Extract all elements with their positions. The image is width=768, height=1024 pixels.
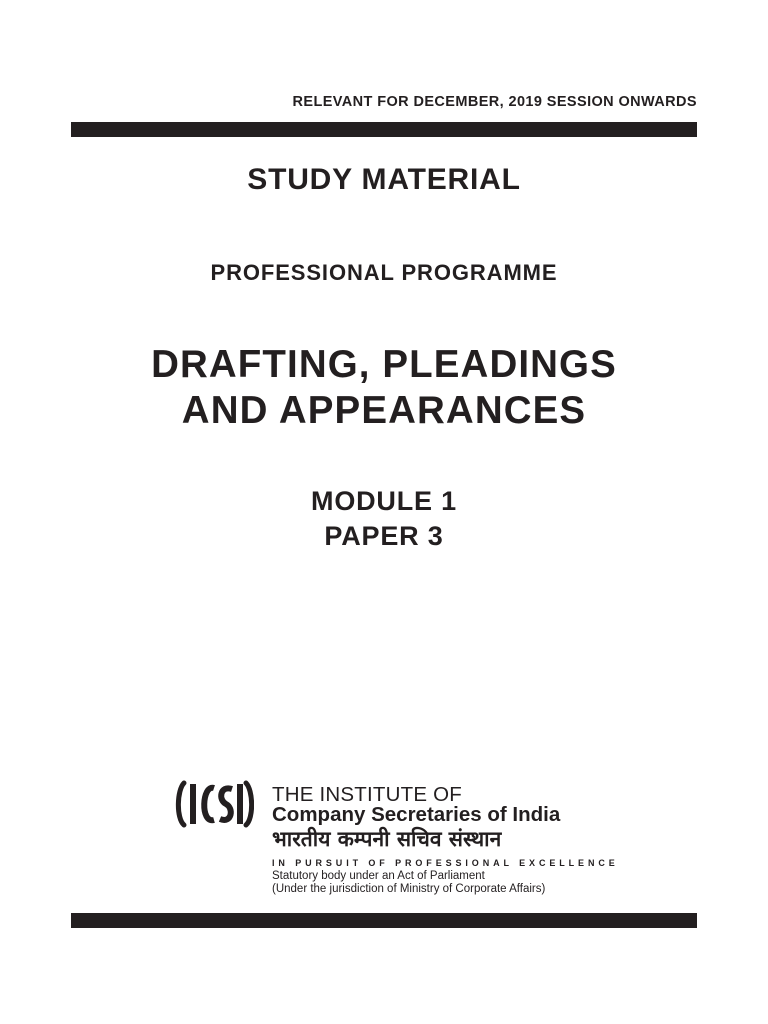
session-note: RELEVANT FOR DECEMBER, 2019 SESSION ONWARDS <box>292 94 697 110</box>
paper-number: PAPER 3 <box>324 521 444 551</box>
icsi-logo-icon <box>174 780 254 828</box>
subject-title-line-2: AND APPEARANCES <box>181 389 587 432</box>
institute-motto: IN PURSUIT OF PROFESSIONAL EXCELLENCE <box>272 858 619 868</box>
statutory-note: Statutory body under an Act of Parliament <box>272 870 485 882</box>
institute-name-line-1: THE INSTITUTE OF <box>272 783 462 806</box>
jurisdiction-note: (Under the jurisdiction of Ministry of Corporate Affairs) <box>272 883 546 895</box>
programme-heading: PROFESSIONAL PROGRAMME <box>210 260 558 285</box>
module-number: MODULE 1 <box>311 486 457 516</box>
bottom-divider-bar <box>71 913 697 928</box>
material-type-heading: STUDY MATERIAL <box>247 163 521 196</box>
top-divider-bar <box>71 122 697 137</box>
institute-name-hindi: भारतीय कम्पनी सचिव संस्थान <box>272 827 502 851</box>
subject-title-line-1: DRAFTING, PLEADINGS <box>151 343 617 386</box>
institute-name-line-2: Company Secretaries of India <box>272 803 561 826</box>
